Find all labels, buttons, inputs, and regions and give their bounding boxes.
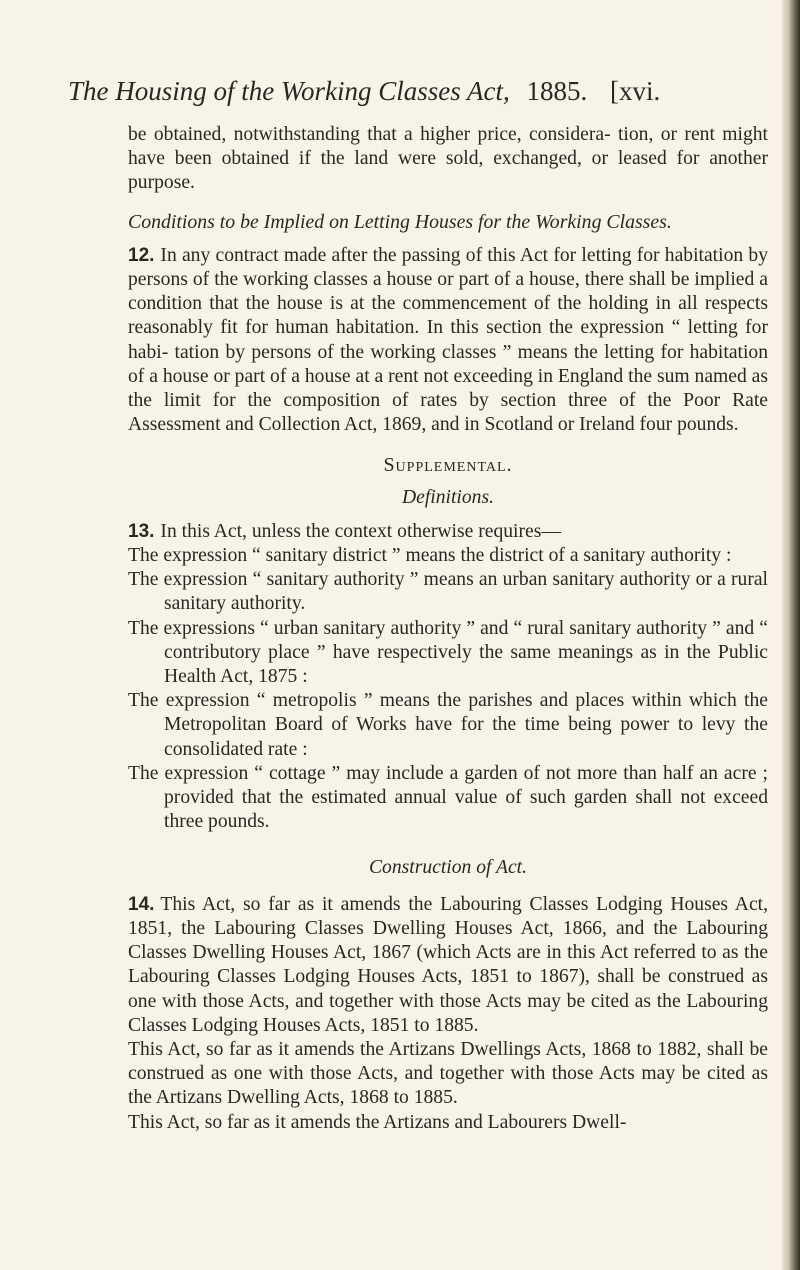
section-12-text: In any contract made after the passing of this Act for letting for habitation by persons of the working classes a house or part of a house, there shall be implied a condition that the house is at the commencement of the holding in all respects reasonably fit for human habitation. In this section the expression “ letting for habi- tation by persons of the working classes ” means the letting for habitation of a house or part of a house at a rent not exceeding in England the sum named as the limit for the composition of rates by section three of the Poor Rate Assessment and Collection Act, 1869, and in Scotland or Ireland four pounds.: [128, 244, 768, 436]
section-14-paragraph: [128, 893, 768, 1038]
heading-conditions: Conditions to be Implied on Letting Houses for the Working Classes.: [128, 210, 672, 233]
artizans-dwellings-paragraph: This Act, so far as it amends the Artizans Dwellings Acts, 1868 to 1882, shall be construed as one with those Acts, and together with those Acts may be cited as the Artizans Dwelling Acts, 1868 to 1885.: [128, 1038, 768, 1109]
section-13-intro: [128, 520, 768, 544]
running-head: [68, 76, 748, 106]
section-12-number: 12.: [128, 244, 155, 266]
section-14-number: 14.: [128, 893, 155, 915]
running-head-section-ref: [xvi.: [610, 76, 661, 106]
definition-item: The expressions “ urban sanitary authority ” and “ rural sanitary authority ” and “ contributory place ” have respectively the same meanings as in the Public Health Act, 1875 :: [128, 617, 768, 688]
section-12-paragraph: [128, 244, 768, 438]
definition-item: The expression “ cottage ” may include a garden of not more than half an acre ; provided that the estimated annual value of such garden shall not exceed three pounds.: [128, 762, 768, 833]
definitions-list: [128, 544, 768, 834]
heading-supplemental: Supplemental.: [383, 454, 513, 477]
heading-definitions: Definitions.: [402, 486, 494, 508]
definition-item: The expression “ sanitary district ” means the district of a sanitary authority :: [128, 545, 732, 567]
running-head-title: The Housing of the Working Classes Act,: [68, 76, 510, 106]
section-14-text: This Act, so far as it amends the Labouring Classes Lodging Houses Act, 1851, the Labouring Classes Dwelling Houses Act, 1866, and the Labouring Classes Dwelling Houses Act, 1867 (which Acts are in this Act referred to as the Labouring Classes Lodging Houses Acts, 1851 to 1867), shall be construed as one with those Acts, and together with those Acts may be cited as the Labouring Classes Lodging Houses Acts, 1851 to 1885.: [128, 893, 768, 1036]
heading-construction: Construction of Act.: [368, 857, 528, 879]
page-edge-shadow: [782, 0, 800, 1270]
definition-item: The expression “ metropolis ” means the parishes and places within which the Metropolitan Board of Works have for the time being power to levy the consolidated rate :: [128, 690, 768, 760]
definition-item: The expression “ sanitary authority ” means an urban sanitary authority or a rural sanitary authority.: [128, 569, 768, 615]
section-13-number: 13.: [128, 520, 155, 542]
section-13-intro-text: In this Act, unless the context otherwise requires—: [160, 520, 561, 542]
artizans-labourers-paragraph: This Act, so far as it amends the Artizans and Labourers Dwell-: [128, 1111, 627, 1133]
running-head-year: 1885.: [526, 76, 588, 106]
continuation-paragraph: be obtained, notwithstanding that a higher price, considera- tion, or rent might have been obtained if the land were sold, exchanged, or leased for another purpose.: [128, 124, 768, 194]
body-text: [128, 123, 768, 1135]
